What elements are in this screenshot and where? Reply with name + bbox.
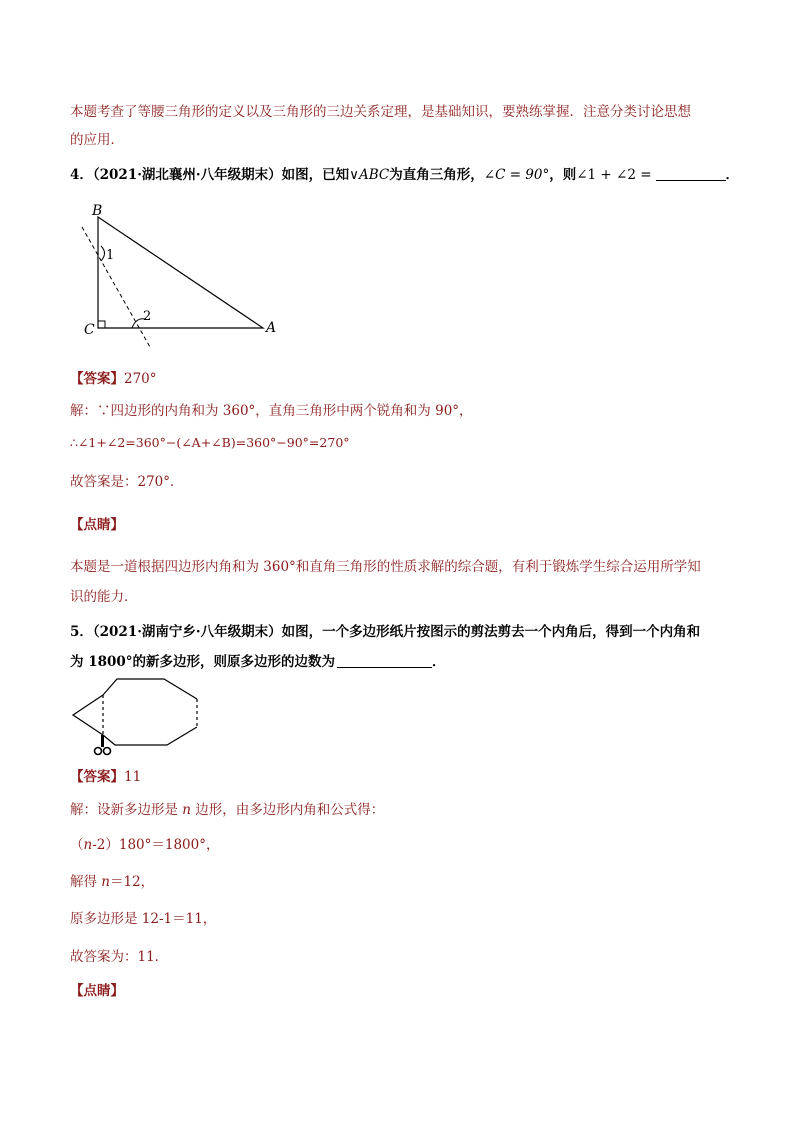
q5-sol2-a: （ <box>70 837 84 853</box>
q4-suffix: ． <box>725 167 740 183</box>
q5-line2-prefix: 为 1800°的新多边形，则原多边形的边数为 <box>70 654 336 670</box>
q4-triangle: ∨ABC <box>349 167 390 183</box>
q5-answer-blank <box>337 653 432 668</box>
q5-solution-5: 故答案为：11． <box>70 949 169 965</box>
q5-sol3-b: ＝12， <box>110 874 155 890</box>
prev-comment-line-1: 本题考查了等腰三角形的定义以及三角形的三边关系定理，是基础知识，要熟练掌握．注意分类讨论思想 <box>70 104 691 120</box>
q4-solution-2: ∴∠1+∠2=360°−(∠A+∠B)=360°−90°=270° <box>70 435 350 450</box>
q4-solution-3: 故答案是：270°． <box>70 474 184 490</box>
question-5-line-2 <box>70 653 446 671</box>
q5-answer-line <box>70 768 141 786</box>
q4-mid2: ，则 <box>549 167 577 183</box>
q4-answer-blank <box>656 166 726 181</box>
q5-line2-suffix: ． <box>432 654 446 670</box>
q5-polygon-figure <box>70 675 220 770</box>
q5-sol3-a: 解得 <box>70 874 102 890</box>
q4-prefix: 4．（2021·湖北襄州·八年级期末）如图，已知 <box>70 167 350 183</box>
q5-sol2-n: n <box>83 837 93 853</box>
angle-1-label: 1 <box>106 248 115 263</box>
q5-comment-tag: 【点睛】 <box>70 983 124 999</box>
q4-expr: ∠1 + ∠2 = <box>576 167 652 183</box>
vertex-c-label: C <box>84 322 95 338</box>
q4-comment-1: 本题是一道根据四边形内角和为 360°和直角三角形的性质求解的综合题，有利于锻炼学生综合运用所学知 <box>70 559 701 575</box>
q4-answer-line <box>70 370 157 388</box>
q5-sol1-b: 边形，由多边形内角和公式得： <box>191 802 385 818</box>
q4-answer-tag: 【答案】 <box>70 371 124 387</box>
vertex-b-label: B <box>92 203 103 219</box>
right-angle-mark <box>98 321 105 328</box>
q4-angle-c: ∠C = 90° <box>483 167 550 183</box>
polygon-top-edges <box>103 679 197 699</box>
question-5-line-1: 5．（2021·湖南宁乡·八年级期末）如图，一个多边形纸片按图示的剪法剪去一个内角后，得到一个内角和 <box>70 624 701 640</box>
q4-comment-2: 识的能力． <box>70 589 138 605</box>
polygon-bottom-edges <box>103 727 197 745</box>
q4-answer: 270° <box>124 371 157 387</box>
q4-triangle-figure <box>70 195 290 355</box>
prev-comment-line-2: 的应用． <box>70 132 124 148</box>
angle-1-arc <box>101 246 105 261</box>
question-4 <box>70 166 739 184</box>
q4-mid: 为直角三角形， <box>389 167 484 183</box>
q5-sol1-a: 解：设新多边形是 <box>70 802 183 818</box>
angle-2-label: 2 <box>143 309 152 324</box>
q5-answer: 11 <box>124 769 142 785</box>
q5-solution-4: 原多边形是 12-1＝11， <box>70 911 217 927</box>
triangle-abc <box>98 217 263 328</box>
q5-sol2-b: -2）180°＝1800°， <box>92 837 220 853</box>
cut-corner <box>73 695 103 735</box>
q4-solution-1: 解：∵四边形的内角和为 360°，直角三角形中两个锐角和为 90°， <box>70 403 473 419</box>
q5-answer-tag: 【答案】 <box>70 769 124 785</box>
q5-solution-2 <box>70 836 219 854</box>
q5-solution-3 <box>70 873 154 891</box>
vertex-a-label: A <box>266 320 277 336</box>
q5-sol3-n: n <box>101 874 110 890</box>
q5-solution-1 <box>70 801 384 819</box>
scissors-icon <box>95 735 111 755</box>
q4-comment-tag: 【点睛】 <box>70 517 124 533</box>
q5-sol1-n: n <box>182 802 191 818</box>
